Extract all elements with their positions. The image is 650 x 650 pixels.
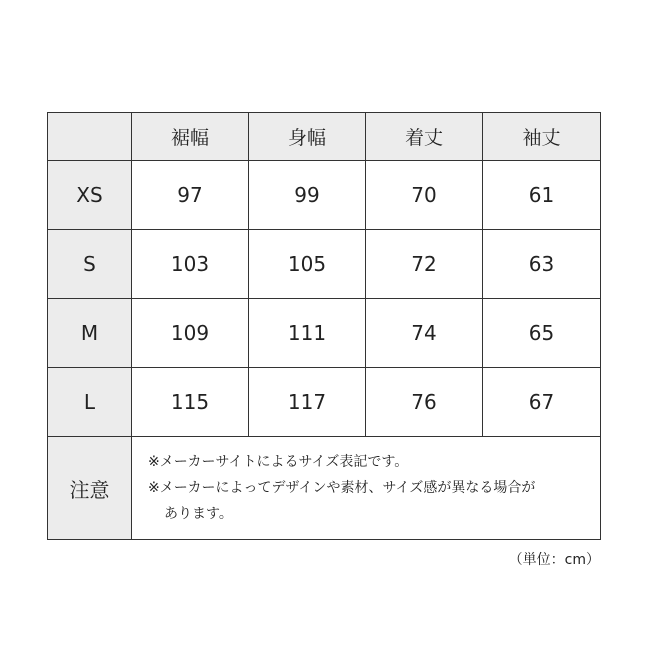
note-text: ※メーカーによってデザインや素材、サイズ感が異なる場合が xyxy=(148,480,536,496)
size-label: XS xyxy=(48,161,132,230)
column-header: 裾幅 xyxy=(132,113,249,161)
table-row xyxy=(48,230,601,299)
table-cell: 65 xyxy=(483,299,601,368)
notes-cell xyxy=(132,437,601,540)
size-label: L xyxy=(48,368,132,437)
column-header: 身幅 xyxy=(249,113,366,161)
unit-label: （単位：cm） xyxy=(508,552,600,568)
table-cell: 74 xyxy=(366,299,483,368)
table-cell: 111 xyxy=(249,299,366,368)
table-cell: 99 xyxy=(249,161,366,230)
note-line xyxy=(148,475,590,527)
table-cell: 67 xyxy=(483,368,601,437)
notes-row xyxy=(48,437,601,540)
size-label: M xyxy=(48,299,132,368)
size-label: S xyxy=(48,230,132,299)
table-cell: 115 xyxy=(132,368,249,437)
table-cell: 103 xyxy=(132,230,249,299)
table-cell: 105 xyxy=(249,230,366,299)
size-table xyxy=(47,112,601,540)
column-header: 袖丈 xyxy=(483,113,601,161)
table-cell: 72 xyxy=(366,230,483,299)
table-cell: 76 xyxy=(366,368,483,437)
column-header: 着丈 xyxy=(366,113,483,161)
corner-cell xyxy=(48,113,132,161)
table-cell: 63 xyxy=(483,230,601,299)
notes-label: 注意 xyxy=(48,437,132,540)
table-cell: 109 xyxy=(132,299,249,368)
table-cell: 61 xyxy=(483,161,601,230)
note-line: ※メーカーサイトによるサイズ表記です。 xyxy=(148,454,409,470)
header-row xyxy=(48,113,601,161)
table-cell: 117 xyxy=(249,368,366,437)
table-row xyxy=(48,299,601,368)
note-continuation: あります。 xyxy=(164,506,233,522)
table-row xyxy=(48,161,601,230)
table-row xyxy=(48,368,601,437)
table-cell: 97 xyxy=(132,161,249,230)
table-cell: 70 xyxy=(366,161,483,230)
